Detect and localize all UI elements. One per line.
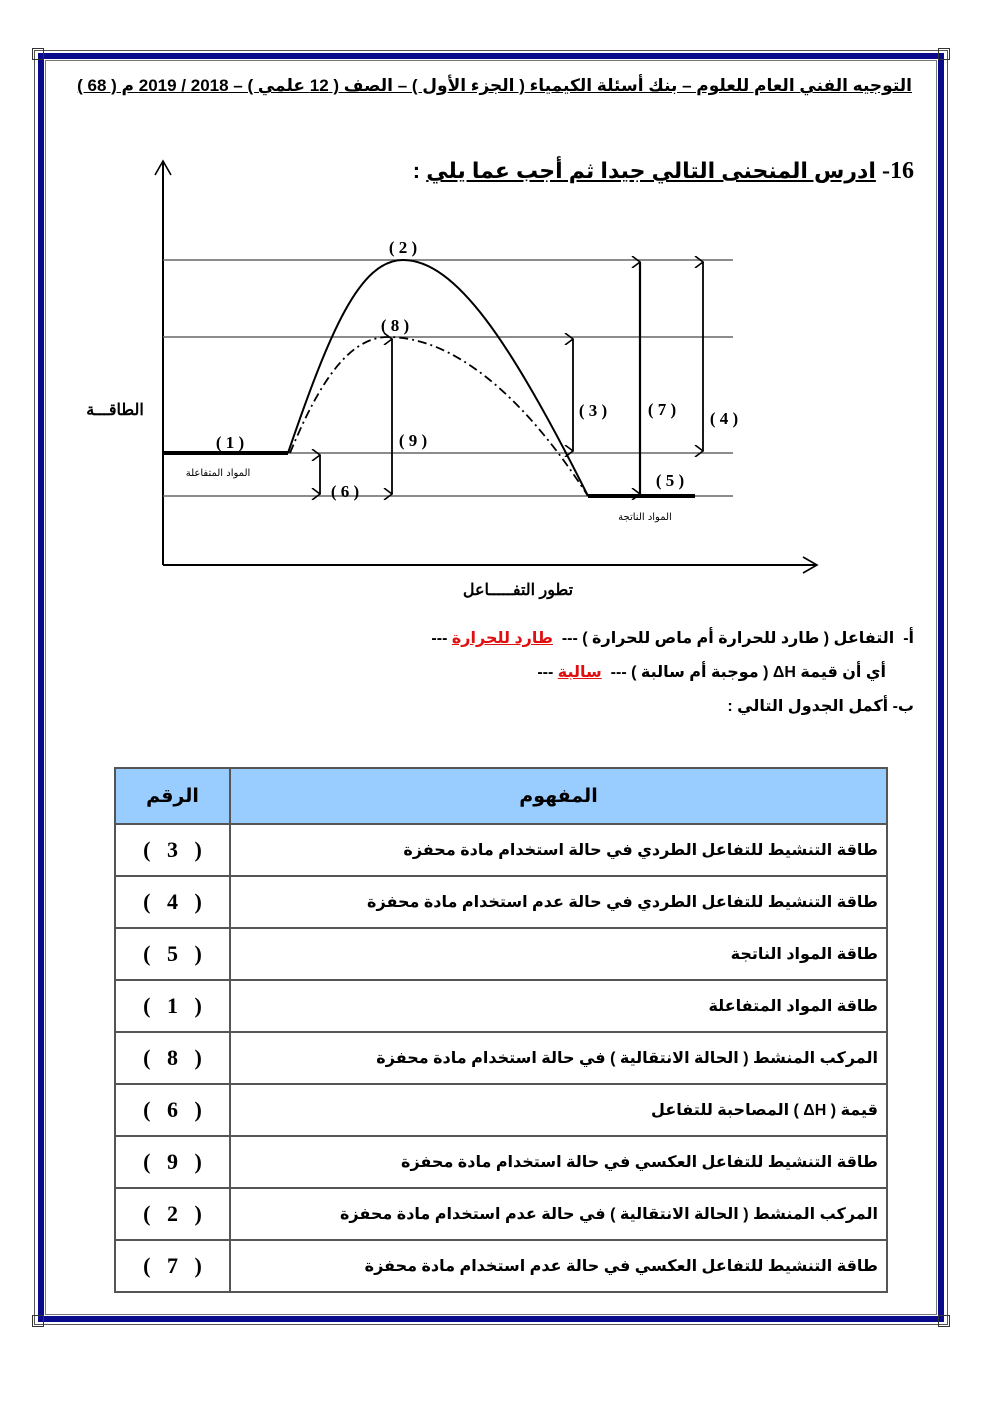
label-8: ( 8 ) (380, 316, 410, 335)
part-a-sub-answer: سالبة (557, 664, 602, 681)
y-axis-label: الطاقـــة (86, 402, 144, 419)
number-value: 3 (167, 837, 178, 862)
question-colon: : (412, 158, 421, 183)
number-cell: ( 6 ) (115, 1084, 230, 1136)
number-value: 1 (167, 993, 178, 1018)
number-value: 9 (167, 1149, 178, 1174)
number-value: 5 (167, 941, 178, 966)
table-row (115, 1032, 887, 1084)
number-cell: ( 4 ) (115, 876, 230, 928)
header-number: الرقم (115, 768, 230, 824)
table-row (115, 824, 887, 876)
label-4: ( 4 ) (709, 409, 739, 428)
x-axis (163, 557, 817, 573)
label-1: ( 1 ) (215, 433, 245, 452)
concept-cell: طاقة التنشيط للتفاعل الطردي في حالة عدم استخدام مادة محفزة (230, 876, 887, 928)
number-cell: ( 1 ) (115, 980, 230, 1032)
energy-diagram (0, 0, 992, 610)
part-b-text: أكمل الجدول التالي : (727, 698, 889, 715)
number-value: 7 (167, 1253, 178, 1278)
table-row (115, 1084, 887, 1136)
products-label: المواد الناتجة (618, 512, 672, 523)
header-title: التوجيه الفني العام للعلوم – بنك أسئلة الكيمياء ( الجزء الأول ) – الصف ( 12 علمي ) – 2018 / 2019 م ( 68 ) (77, 76, 912, 95)
concept-cell: طاقة التنشيط للتفاعل العكسي في حالة عدم استخدام مادة محفزة (230, 1240, 887, 1292)
part-a-line (214, 622, 914, 656)
concept-cell: طاقة المواد الناتجة (230, 928, 887, 980)
answers-section (214, 622, 914, 724)
number-cell: ( 5 ) (115, 928, 230, 980)
part-b-prefix: ب- (892, 698, 914, 715)
table-row (115, 980, 887, 1032)
number-cell: ( 8 ) (115, 1032, 230, 1084)
table-row (115, 1136, 887, 1188)
table-row (115, 928, 887, 980)
uncatalyzed-curve (288, 260, 588, 496)
header-concept: المفهوم (230, 768, 887, 824)
concept-cell: طاقة التنشيط للتفاعل العكسي في حالة استخدام مادة محفزة (230, 1136, 887, 1188)
y-axis (155, 161, 171, 565)
table-header-row (115, 768, 887, 824)
dashes: --- (431, 630, 448, 647)
part-a-sub-question: أي أن قيمة ΔH ( موجبة أم سالبة ) (631, 664, 886, 681)
concept-cell: طاقة التنشيط للتفاعل الطردي في حالة استخدام مادة محفزة (230, 824, 887, 876)
double-arrows (320, 262, 703, 494)
table-row (115, 1188, 887, 1240)
corner-ornament (32, 1315, 44, 1327)
x-axis-label: تطور التفـــــاعل (462, 582, 574, 599)
question-text: ادرس المنحنى التالي جيدا ثم أجب عما يلي (426, 158, 876, 183)
table-row (115, 876, 887, 928)
dashes: --- (537, 664, 554, 681)
label-9: ( 9 ) (398, 431, 428, 450)
concept-cell: طاقة المواد المتفاعلة (230, 980, 887, 1032)
table-row (115, 1240, 887, 1292)
concept-cell: قيمة ( ΔH ) المصاحبة للتفاعل (230, 1084, 887, 1136)
number-value: 6 (167, 1097, 178, 1122)
reactants-label: المواد المتفاعلة (185, 468, 251, 479)
label-7: ( 7 ) (647, 400, 677, 419)
label-6: ( 6 ) (330, 482, 360, 501)
number-cell: ( 7 ) (115, 1240, 230, 1292)
concept-cell: المركب المنشط ( الحالة الانتقالية ) في حالة استخدام مادة محفزة (230, 1032, 887, 1084)
part-a-prefix: أ- (903, 630, 914, 647)
number-value: 2 (167, 1201, 178, 1226)
part-a-answer: طارد للحرارة (451, 630, 553, 647)
concept-cell: المركب المنشط ( الحالة الانتقالية ) في حالة عدم استخدام مادة محفزة (230, 1188, 887, 1240)
number-cell: ( 2 ) (115, 1188, 230, 1240)
corner-ornament (938, 1315, 950, 1327)
concepts-table (114, 767, 888, 1293)
number-cell: ( 9 ) (115, 1136, 230, 1188)
catalyzed-curve (290, 337, 588, 496)
label-2: ( 2 ) (388, 238, 418, 257)
question-number: 16- (882, 158, 914, 184)
label-3: ( 3 ) (578, 401, 608, 420)
number-cell: ( 3 ) (115, 824, 230, 876)
dashes: --- (610, 664, 627, 681)
energy-level-lines (163, 260, 733, 496)
part-a-sub-line (214, 656, 914, 690)
number-value: 4 (167, 889, 178, 914)
label-5: ( 5 ) (655, 471, 685, 490)
dashes: --- (561, 630, 578, 647)
part-b-line (214, 690, 914, 724)
number-value: 8 (167, 1045, 178, 1070)
part-a-question: التفاعل ( طارد للحرارة أم ماص للحرارة ) (582, 630, 895, 647)
